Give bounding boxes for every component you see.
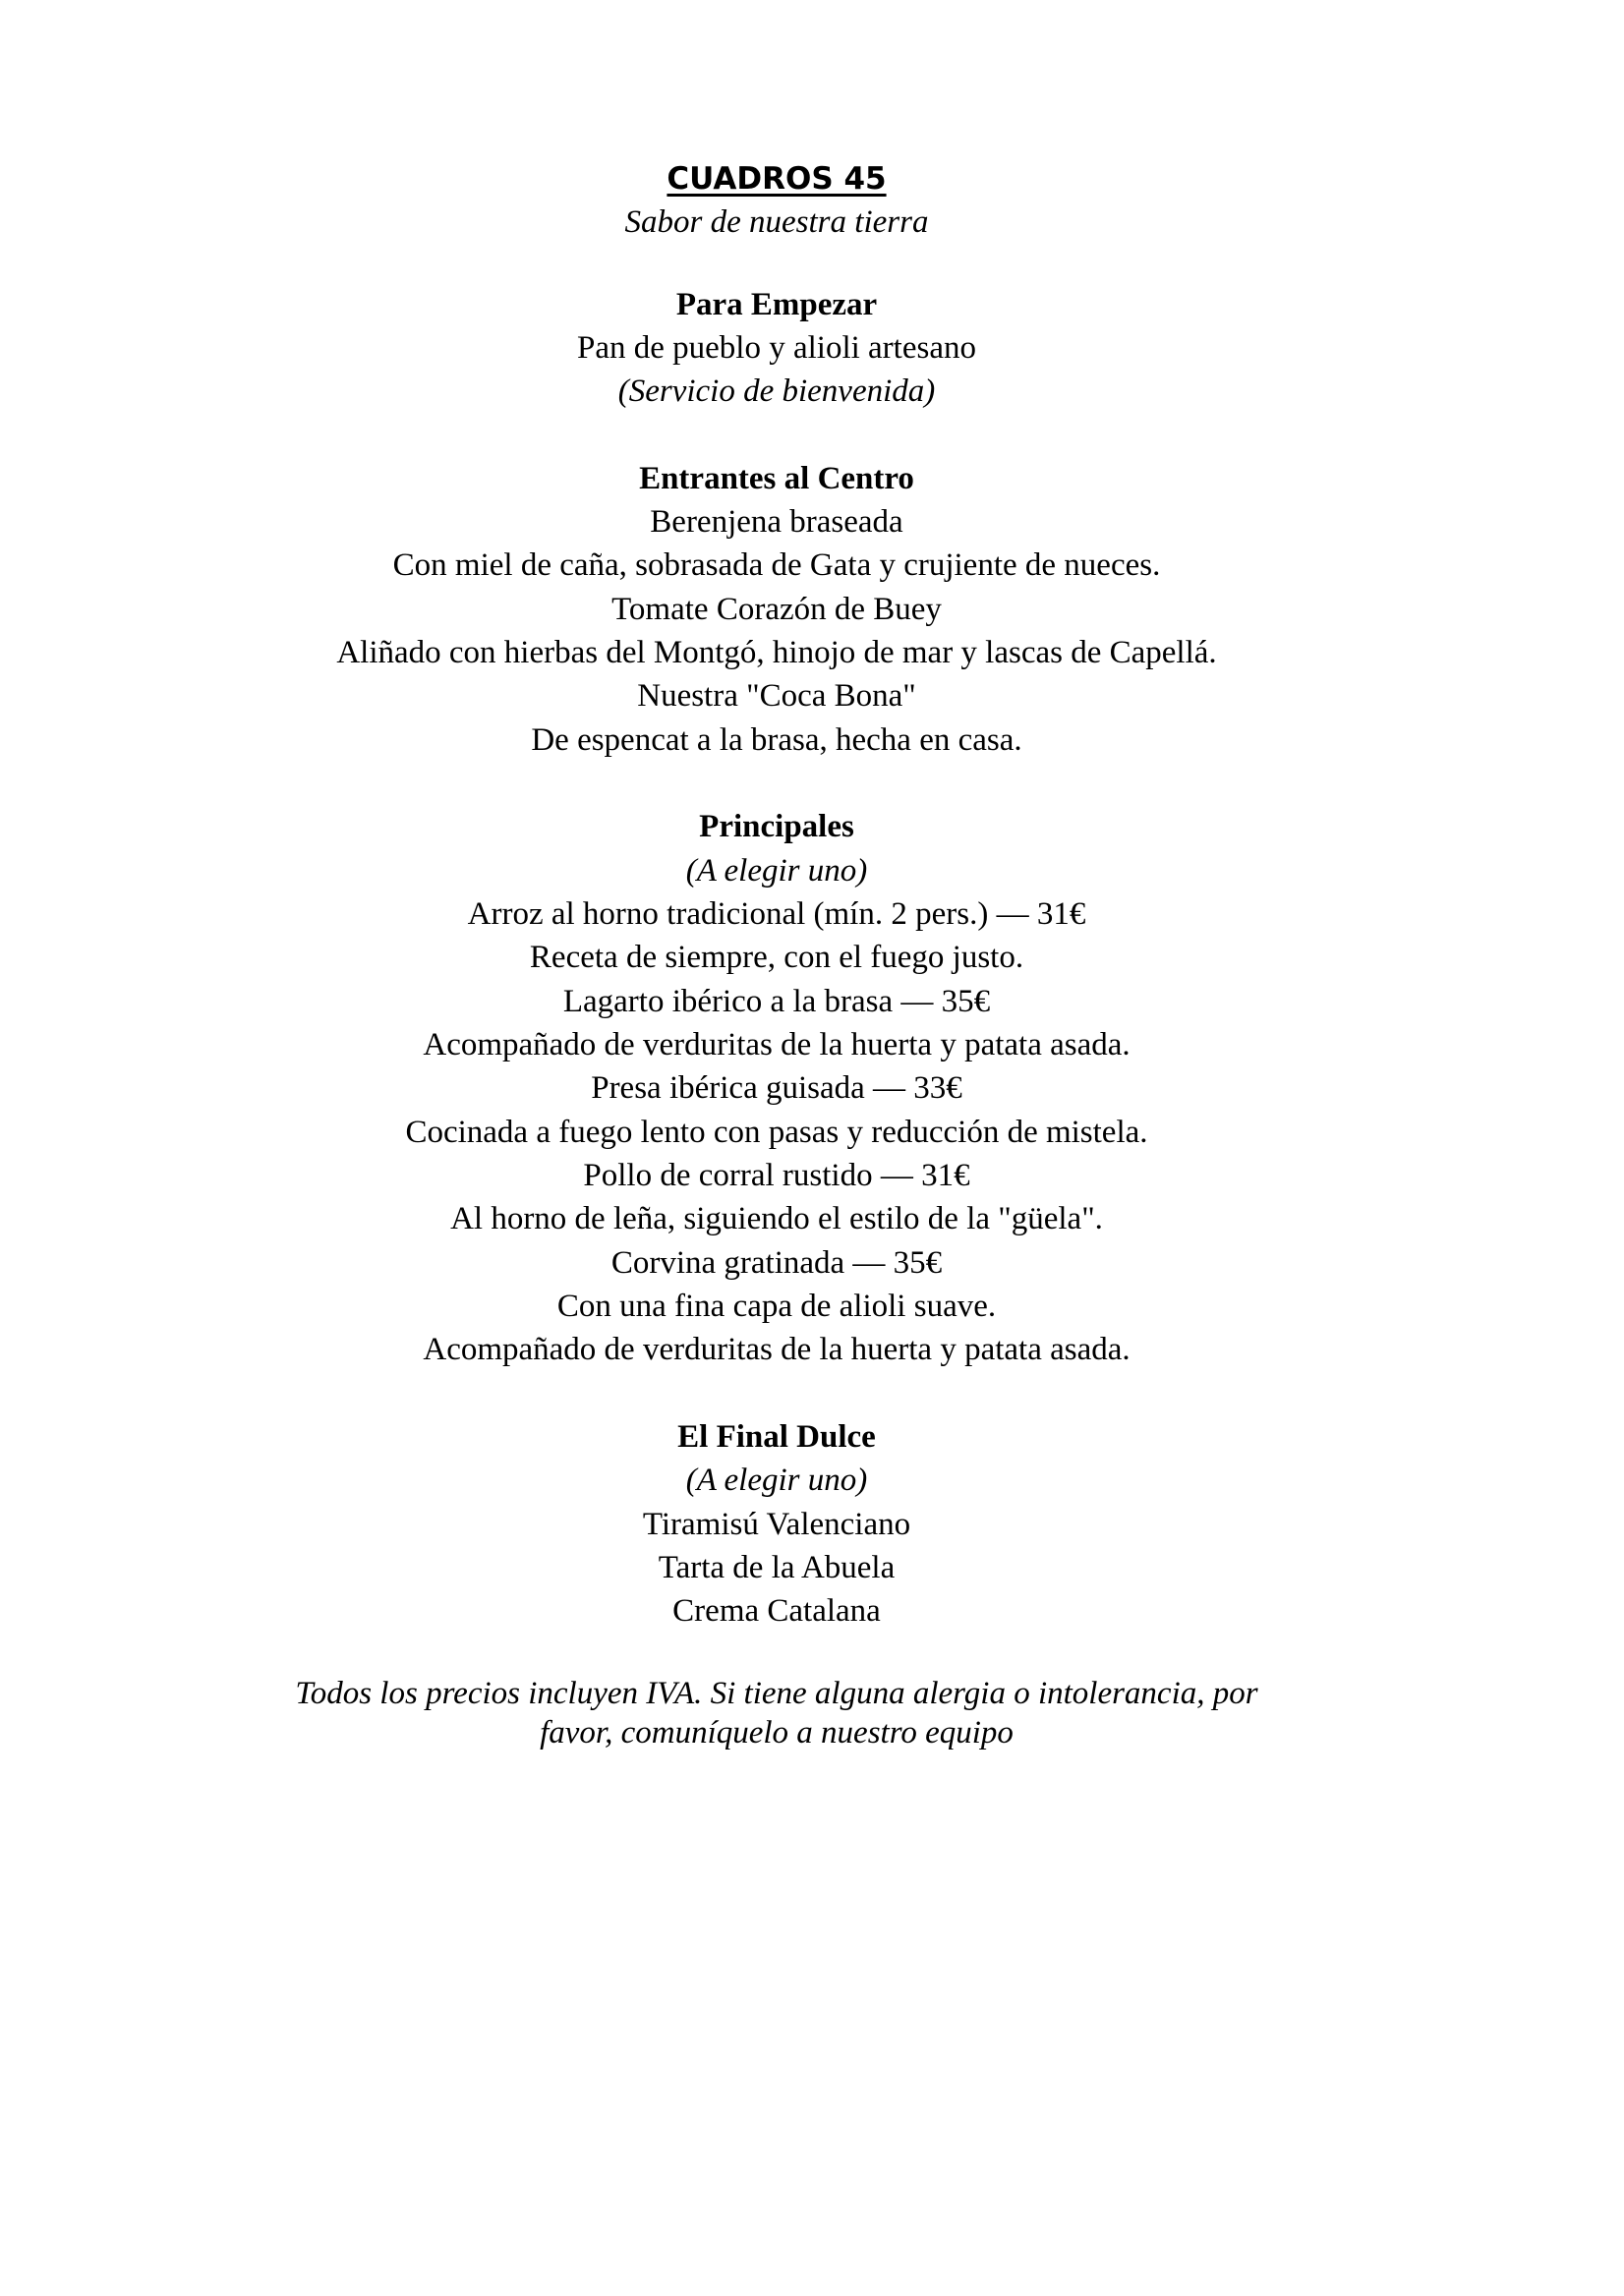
- menu-item-desc: Con miel de caña, sobrasada de Gata y crujiente de nueces.: [392, 547, 1161, 583]
- menu-item-name: Corvina gratinada — 35€: [610, 1245, 943, 1281]
- menu-item-desc: Cocinada a fuego lento con pasas y reducción de mistela.: [405, 1115, 1148, 1150]
- menu-item-name: Tomate Corazón de Buey: [611, 592, 942, 627]
- restaurant-title: CUADROS 45: [667, 161, 887, 197]
- menu-item-name: Nuestra "Coca Bona": [637, 678, 916, 714]
- dessert-item: Tiramisú Valenciano: [642, 1507, 911, 1542]
- footer-note-line-1: Todos los precios incluyen IVA. Si tiene alguna alergia o intolerancia, por: [295, 1676, 1258, 1711]
- menu-item-name: Presa ibérica guisada — 33€: [591, 1070, 962, 1106]
- menu-item-desc: Acompañado de verduritas de la huerta y patata asada.: [423, 1332, 1131, 1367]
- section-note: (Servicio de bienvenida): [617, 373, 936, 409]
- section-heading-para-empezar: Para Empezar: [675, 287, 878, 322]
- menu-item-name: Pollo de corral rustido — 31€: [583, 1158, 970, 1193]
- menu-item-name: Arroz al horno tradicional (mín. 2 pers.) — 31€: [467, 896, 1086, 932]
- section-heading-postres: El Final Dulce: [677, 1419, 876, 1455]
- section-note: (A elegir uno): [685, 853, 868, 889]
- section-heading-entrantes: Entrantes al Centro: [639, 461, 914, 496]
- footer-note-line-2: favor, comuníquelo a nuestro equipo: [540, 1715, 1014, 1751]
- menu-item-desc: Receta de siempre, con el fuego justo.: [529, 940, 1024, 975]
- menu-item-name: Lagarto ibérico a la brasa — 35€: [562, 984, 991, 1019]
- section-note: (A elegir uno): [685, 1463, 868, 1498]
- menu-item-desc: Con una fina capa de alioli suave.: [556, 1289, 997, 1324]
- menu-item-desc: De espencat a la brasa, hecha en casa.: [531, 722, 1022, 758]
- dessert-item: Crema Catalana: [672, 1593, 881, 1629]
- restaurant-subtitle: Sabor de nuestra tierra: [624, 204, 929, 240]
- menu-item-name: Pan de pueblo y alioli artesano: [577, 330, 976, 366]
- dessert-item: Tarta de la Abuela: [658, 1550, 896, 1585]
- menu-item-name: Berenjena braseada: [650, 504, 903, 540]
- section-heading-principales: Principales: [699, 809, 854, 844]
- menu-item-desc: Acompañado de verduritas de la huerta y patata asada.: [423, 1027, 1131, 1062]
- menu-item-desc: Aliñado con hierbas del Montgó, hinojo de mar y lascas de Capellá.: [336, 635, 1217, 670]
- menu-item-desc: Al horno de leña, siguiendo el estilo de la "güela".: [450, 1201, 1103, 1236]
